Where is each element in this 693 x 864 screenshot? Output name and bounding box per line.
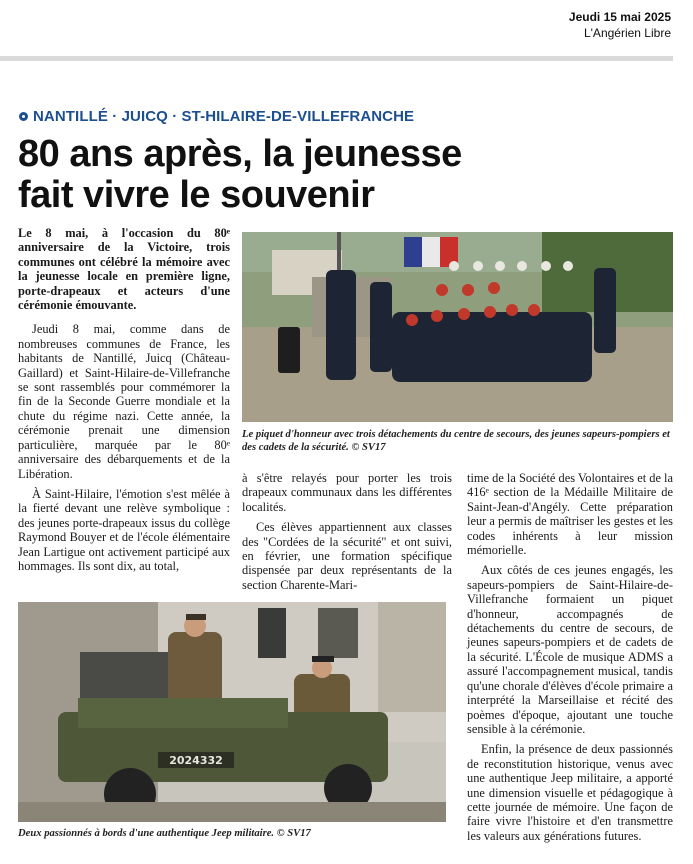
photo-honor-guard [242,232,673,422]
photo-caption-honor-guard: Le piquet d'honneur avec trois détachements du centre de secours, des jeunes sapeurs-pompiers et des cadets de la sécurité. © SV17 [242,429,670,453]
circle-bullet-icon [19,112,28,121]
article-column-2 [242,471,452,598]
article-headline [18,134,658,216]
publication-date: Jeudi 15 mai 2025 [568,10,671,24]
paragraph: à s'être relayés pour porter les trois drapeaux communaux dans les différentes localités. [242,471,452,514]
honor-guard-image [242,232,673,422]
page-header [0,0,693,56]
article-column-3 [467,471,673,849]
paragraph: time de la Société des Volontaires et de la 416ᵉ section de la Médaille Militaire de Saint-Jean-d'Angély. Cette préparation leur a permis de maîtriser les gestes et les codes inhérents à leur mission mémorielle. [467,471,673,558]
locality-kicker [19,108,414,125]
paragraph: Aux côtés de ces jeunes engagés, les sapeurs-pompiers de Saint-Hilaire-de-Villefranche formaient un piquet d'honneur, accompagnés de détachements du centre de secours, de jeunes sapeurs-pompiers et de cadets de la sécurité. L'École de musique ADMS a assuré l'accompagnement musical, tandis qu'une chorale d'élèves d'école primaire a interprété la Marseillaise et récité des poèmes d'époque, ajoutant une touche sensible à la cérémonie. [467,563,673,736]
newspaper-name: L'Angérien Libre [583,26,671,40]
paragraph: Jeudi 8 mai, comme dans de nombreuses communes de France, les habitants de Nantillé, Juicq (Château-Gaillard) et Saint-Hilaire-de-Villefranche se sont rassemblés pour commémorer la fin de la Seconde Guerre mondiale et la chute du régime nazi. Cette année, la cérémonie prenait une dimension particulière, marquée par le 80ᵉ anniversaire des débarquements et de la Libération. [18,322,230,481]
headline-line-1: 80 ans après, la jeunesse [18,133,462,175]
photo-military-jeep [18,602,446,822]
jeep-image [18,602,446,822]
paragraph: Enfin, la présence de deux passionnés de reconstitution historique, venus avec une authentique Jeep militaire, a apporté une dimension visuelle et pédagogique à cette journée de mémoire. Une façon de faire vivre l'histoire et d'en transmettre les valeurs aux générations futures. [467,742,673,843]
header-divider [0,56,673,61]
paragraph: Ces élèves appartiennent aux classes des "Cordées de la sécurité" et ont suivi, en février, une formation spécifique dispensée par deux représentants de la section Charente-Mari- [242,520,452,592]
article-lead: Le 8 mai, à l'occasion du 80ᵉ anniversaire de la Victoire, trois communes ont célébré la mémoire avec la jeunesse locale en première ligne, porte-drapeaux et acteurs d'une cérémonie émouvante. [18,226,230,313]
article-column-1 [18,226,230,579]
headline-line-2: fait vivre le souvenir [18,174,375,216]
locality-text: NANTILLÉ · JUICQ · ST-HILAIRE-DE-VILLEFRANCHE [33,108,415,125]
paragraph: À Saint-Hilaire, l'émotion s'est mêlée à la fierté devant une relève symbolique : des jeunes porte-drapeaux issus du collège Raymond Bouyer et de l'école élémentaire Jean Lartigue ont activement participé aux hommages. Ils sont dix, au total, [18,486,230,573]
photo-caption-jeep: Deux passionnés à bords d'une authentique Jeep militaire. © SV17 [18,828,311,839]
jeep-plate-text: 2024332 [169,754,223,767]
